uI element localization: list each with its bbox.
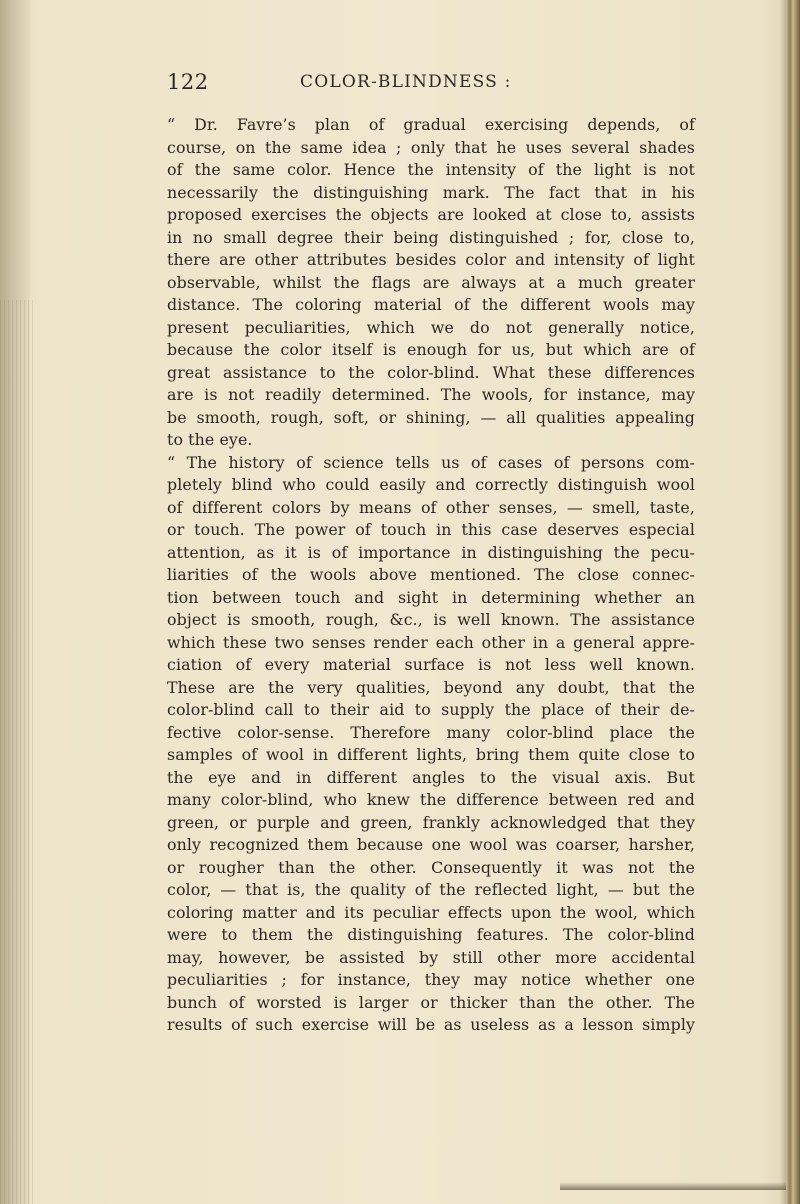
running-head: COLOR-BLINDNESS : xyxy=(300,72,512,92)
text-line: present peculiarities, which we do not generally notice, xyxy=(167,317,695,337)
text-line: samples of wool in different lights, bring them quite close to xyxy=(167,745,695,764)
text-line: color-blind call to their aid to supply the place of their de- xyxy=(167,700,695,719)
text-line: or rougher than the other. Consequently it was not the xyxy=(167,857,695,877)
text-line: coloring matter and its peculiar effects upon the wool, which xyxy=(167,902,695,922)
text-line: green, or purple and green, frankly acknowledged that they xyxy=(167,812,695,832)
text-line: to the eye. xyxy=(167,430,253,449)
page-number: 122 xyxy=(167,70,209,94)
text-line: These are the very qualities, beyond any doubt, that the xyxy=(167,677,695,697)
text-line: many color-blind, who knew the difference between red and xyxy=(167,790,695,809)
text-line: object is smooth, rough, &c., is well known. The assistance xyxy=(167,610,695,629)
text-line: course, on the same idea ; only that he uses several shades xyxy=(167,137,695,157)
text-line: bunch of worsted is larger or thicker than the other. The xyxy=(167,992,695,1012)
text-line: tion between touch and sight in determining whether an xyxy=(167,587,695,607)
text-line: which these two senses render each other in a general appre- xyxy=(167,632,695,652)
text-line: “ The history of science tells us of cases of persons com- xyxy=(167,452,695,472)
text-line: observable, whilst the flags are always at a much greater xyxy=(167,272,695,292)
text-line: the eye and in different angles to the visual axis. But xyxy=(167,767,695,787)
text-line: pletely blind who could easily and correctly distinguish wool xyxy=(167,475,695,494)
text-line: or touch. The power of touch in this case deserves especial xyxy=(167,520,695,539)
text-line: be smooth, rough, soft, or shining, — all qualities appealing xyxy=(167,407,695,427)
text-line: liarities of the wools above mentioned. The close connec- xyxy=(167,565,695,584)
text-line: attention, as it is of importance in distinguishing the pecu- xyxy=(167,542,695,562)
body-text xyxy=(167,114,695,1037)
text-line: of different colors by means of other senses, — smell, taste, xyxy=(167,497,695,517)
text-line: may, however, be assisted by still other more accidental xyxy=(167,947,695,967)
text-line: fective color-sense. Therefore many color-blind place the xyxy=(167,722,695,742)
text-line: there are other attributes besides color and intensity of light xyxy=(167,250,695,269)
binding-threads xyxy=(0,300,34,1204)
text-line: were to them the distinguishing features. The color-blind xyxy=(167,925,695,944)
bottom-edge-shadow xyxy=(560,1182,786,1190)
text-line: because the color itself is enough for us, but which are of xyxy=(167,340,695,359)
text-line: “ Dr. Favre’s plan of gradual exercising depends, of xyxy=(167,115,695,134)
text-line: proposed exercises the objects are looked at close to, assists xyxy=(167,205,695,224)
text-line: necessarily the distinguishing mark. The fact that in his xyxy=(167,182,695,202)
text-line: are is not readily determined. The wools, for instance, may xyxy=(167,385,695,404)
text-line: of the same color. Hence the intensity of the light is not xyxy=(167,160,695,179)
text-line: peculiarities ; for instance, they may notice whether one xyxy=(167,970,695,989)
text-line: distance. The coloring material of the different wools may xyxy=(167,295,695,314)
text-line: results of such exercise will be as useless as a lesson simply xyxy=(167,1015,695,1034)
page-header xyxy=(167,70,687,100)
text-line: color, — that is, the quality of the reflected light, — but the xyxy=(167,880,695,899)
page-edge-stack xyxy=(786,0,800,1204)
text-line: ciation of every material surface is not less well known. xyxy=(167,655,695,674)
text-line: only recognized them because one wool was coarser, harsher, xyxy=(167,835,695,854)
text-line: great assistance to the color-blind. What these differences xyxy=(167,362,695,382)
text-line: in no small degree their being distinguished ; for, close to, xyxy=(167,227,695,247)
